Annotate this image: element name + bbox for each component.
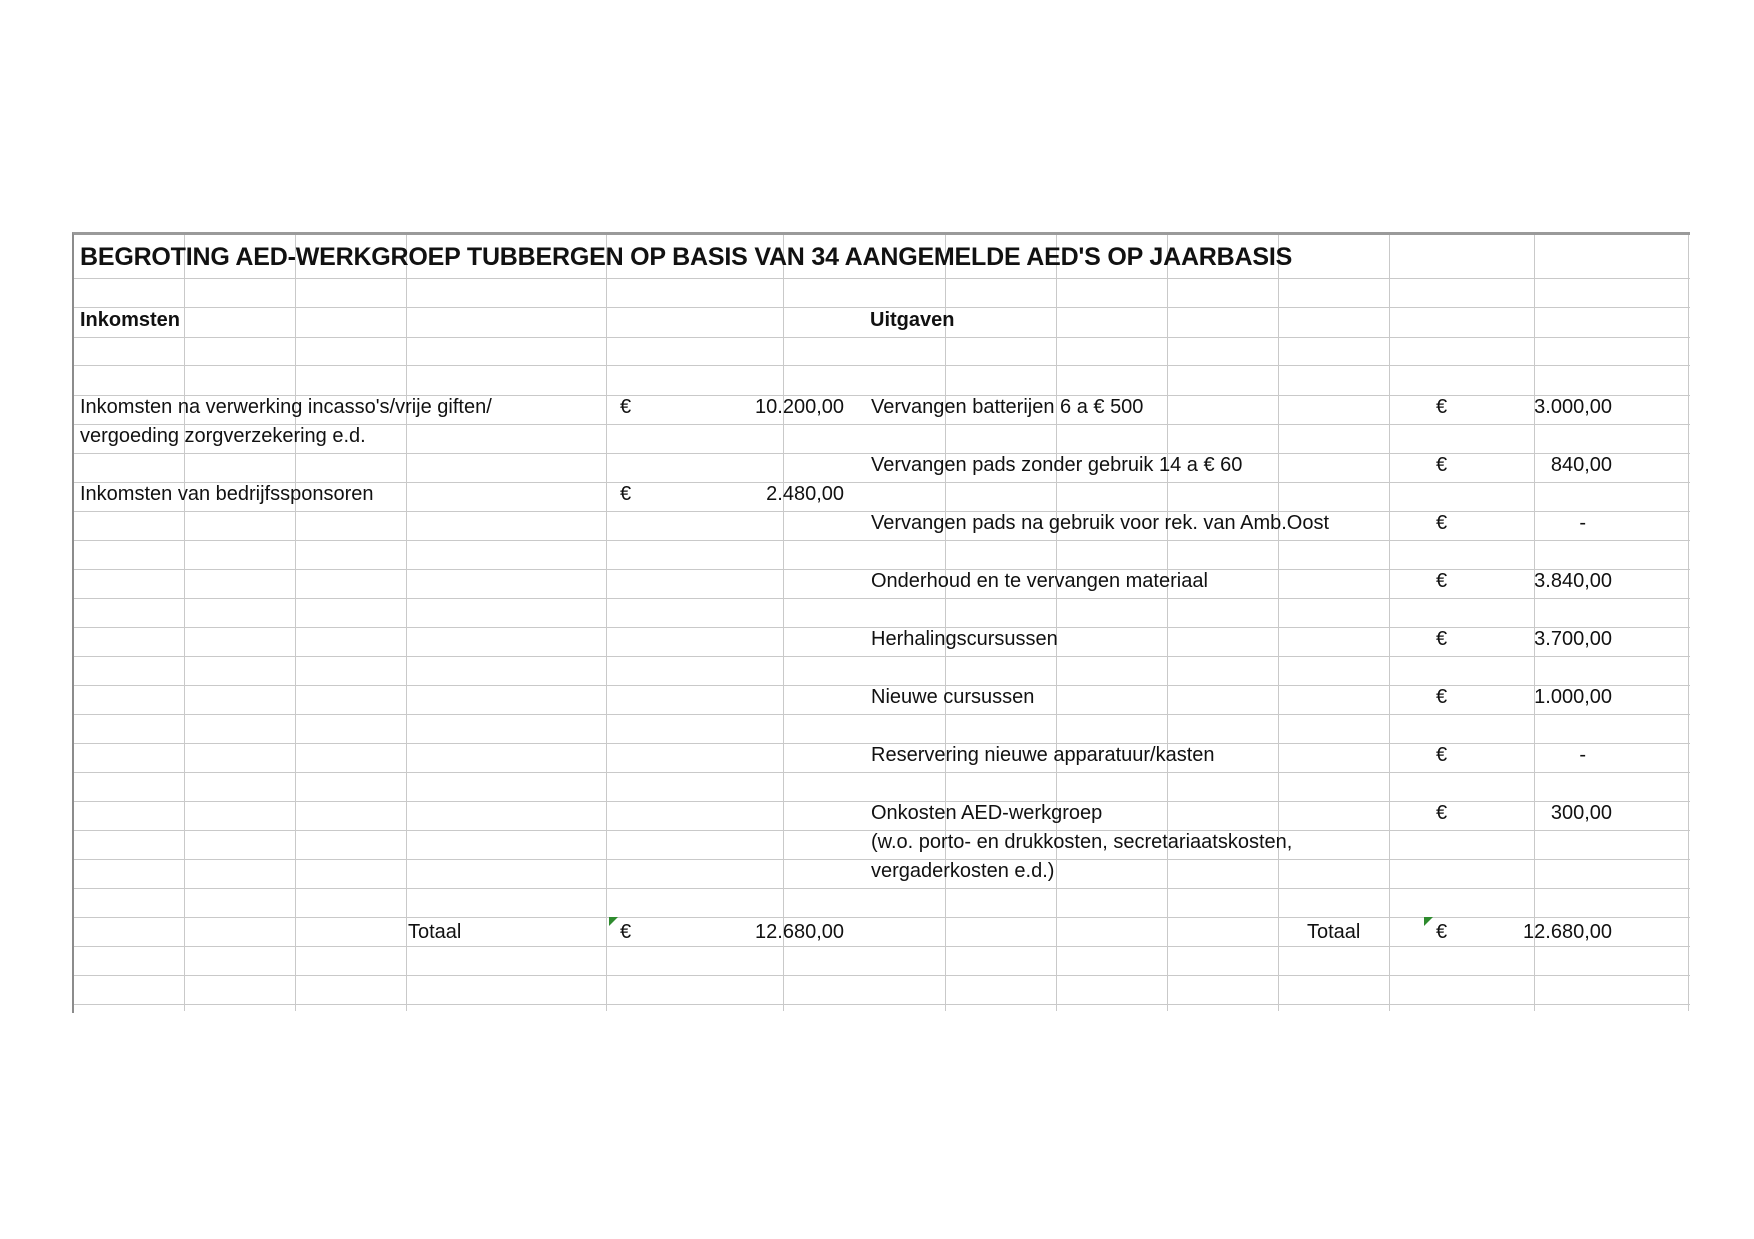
- currency-symbol: €: [1436, 921, 1448, 943]
- row-gridline: [74, 365, 1690, 366]
- currency-symbol: €: [1436, 628, 1448, 650]
- row-gridline: [74, 772, 1690, 773]
- currency-symbol: €: [1436, 686, 1448, 708]
- expense-item-label: Vervangen pads zonder gebruik 14 a € 60: [871, 454, 1243, 476]
- currency-symbol: €: [1436, 454, 1448, 476]
- currency-symbol: €: [1436, 512, 1448, 534]
- spreadsheet-grid: [72, 232, 1690, 1013]
- row-gridline: [74, 598, 1690, 599]
- row-gridline: [74, 714, 1690, 715]
- column-gridline: [406, 235, 407, 1011]
- currency-symbol: €: [1436, 396, 1448, 418]
- expense-item-note-continued: vergaderkosten e.d.): [871, 860, 1055, 882]
- expense-item-label: Vervangen batterijen 6 a € 500: [871, 396, 1144, 418]
- row-gridline: [74, 1004, 1690, 1005]
- sheet-title: BEGROTING AED-WERKGROEP TUBBERGEN OP BASIS VAN 34 AANGEMELDE AED'S OP JAARBASIS: [80, 243, 1293, 271]
- expense-item-label: Onkosten AED-werkgroep: [871, 802, 1103, 824]
- column-gridline: [1278, 235, 1279, 1011]
- income-item-label: Inkomsten van bedrijfssponsoren: [80, 483, 374, 505]
- column-gridline: [783, 235, 784, 1011]
- expense-item-amount: 3.840,00: [1534, 570, 1612, 592]
- income-heading: Inkomsten: [80, 309, 181, 331]
- currency-symbol: €: [1436, 744, 1448, 766]
- row-gridline: [74, 540, 1690, 541]
- error-indicator-icon: [1424, 917, 1433, 926]
- income-item-amount: 10.200,00: [755, 396, 844, 418]
- expense-item-amount: 3.700,00: [1534, 628, 1612, 650]
- error-indicator-icon: [609, 917, 618, 926]
- column-gridline: [1389, 235, 1390, 1011]
- expense-item-amount: -: [1579, 744, 1586, 766]
- expense-item-amount: 300,00: [1550, 802, 1612, 824]
- column-gridline: [1056, 235, 1057, 1011]
- expense-item-amount: 840,00: [1550, 454, 1612, 476]
- expense-item-label: Reservering nieuwe apparatuur/kasten: [871, 744, 1215, 766]
- expense-item-amount: -: [1579, 512, 1586, 534]
- column-gridline: [1167, 235, 1168, 1011]
- expense-item-amount: 1.000,00: [1534, 686, 1612, 708]
- expenses-total-label: Totaal: [1307, 921, 1361, 943]
- row-gridline: [74, 975, 1690, 976]
- expenses-total-amount: 12.680,00: [1523, 921, 1612, 943]
- currency-symbol: €: [1436, 802, 1448, 824]
- expenses-heading: Uitgaven: [870, 309, 955, 331]
- column-gridline: [295, 235, 296, 1011]
- expense-item-label: Vervangen pads na gebruik voor rek. van Amb.Oost: [871, 512, 1330, 534]
- row-gridline: [74, 888, 1690, 889]
- currency-symbol: €: [1436, 570, 1448, 592]
- column-gridline: [184, 235, 185, 1011]
- currency-symbol: €: [620, 483, 632, 505]
- row-gridline: [74, 946, 1690, 947]
- row-gridline: [74, 337, 1690, 338]
- row-gridline: [74, 917, 1690, 918]
- currency-symbol: €: [620, 396, 632, 418]
- expense-item-note: (w.o. porto- en drukkosten, secretariaatskosten,: [871, 831, 1293, 853]
- column-gridline: [1534, 235, 1535, 1011]
- row-gridline: [74, 278, 1690, 279]
- column-gridline: [606, 235, 607, 1011]
- income-item-label-continued: vergoeding zorgverzekering e.d.: [80, 425, 366, 447]
- income-total-label: Totaal: [408, 921, 462, 943]
- row-gridline: [74, 656, 1690, 657]
- income-total-amount: 12.680,00: [755, 921, 844, 943]
- income-item-label: Inkomsten na verwerking incasso's/vrije giften/: [80, 396, 492, 418]
- expense-item-label: Herhalingscursussen: [871, 628, 1058, 650]
- expense-item-label: Onderhoud en te vervangen materiaal: [871, 570, 1208, 592]
- column-gridline: [945, 235, 946, 1011]
- income-item-amount: 2.480,00: [766, 483, 844, 505]
- column-gridline: [1688, 235, 1689, 1011]
- expense-item-amount: 3.000,00: [1534, 396, 1612, 418]
- expense-item-label: Nieuwe cursussen: [871, 686, 1035, 708]
- currency-symbol: €: [620, 921, 632, 943]
